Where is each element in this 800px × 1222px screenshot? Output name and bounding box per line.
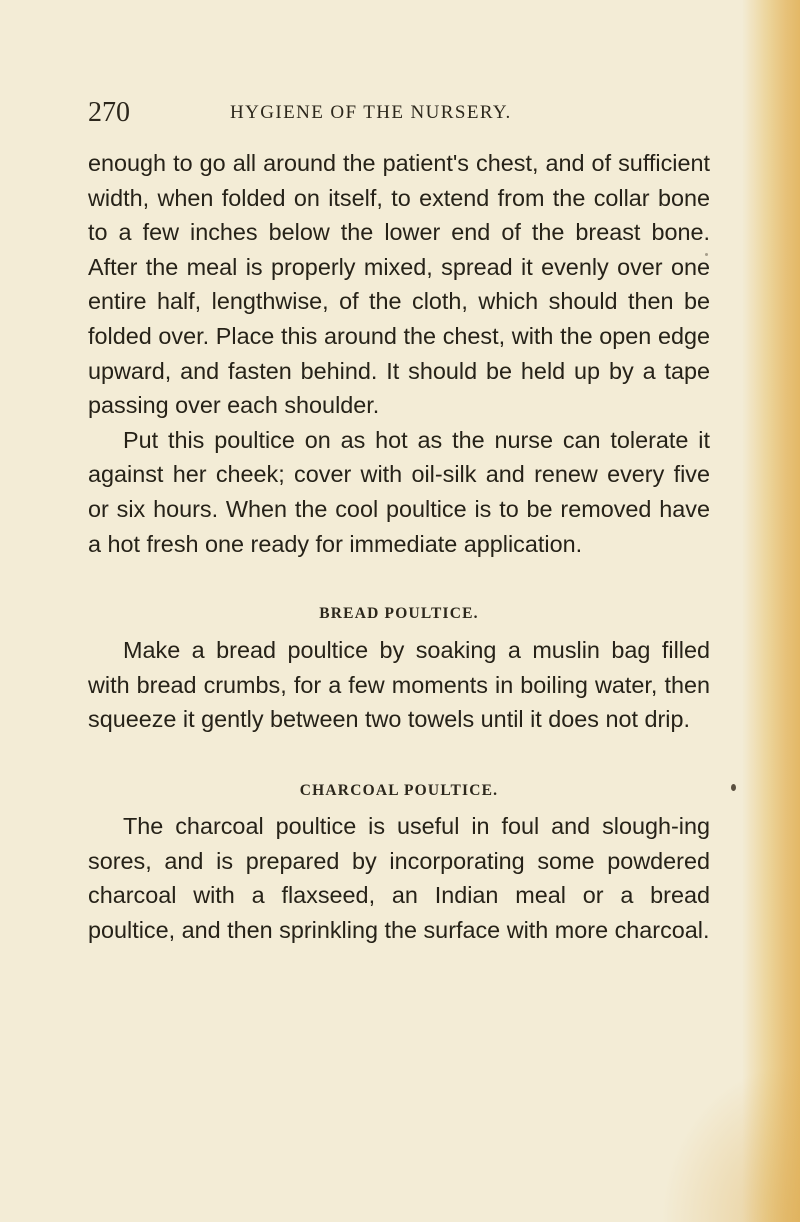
running-head: HYGIENE OF THE NURSERY. <box>230 102 512 123</box>
section-heading-charcoal-poultice: CHARCOAL POULTICE. <box>299 781 499 799</box>
paragraph-application: Put this poultice on as hot as the nurse can tolerate it against her cheek; cover with oil-silk and renew every five or six hours. When the cool poultice is to be removed have a hot fresh one ready for immediate application. <box>88 426 710 557</box>
paragraph-bread-poultice: Make a bread poultice by soaking a muslin bag filled with bread crumbs, for a few moments in boiling water, then squeeze it gently between two towels until it does not drip. <box>88 637 710 733</box>
page-body <box>88 146 710 947</box>
page-header <box>88 96 708 130</box>
paper-speck <box>731 784 736 791</box>
paragraph-continuation: enough to go all around the patient's chest, and of sufficient width, when folded on itself, to extend from the collar bone to a few inches below the lower end of the breast bone. After the meal is properly mixed, spread it evenly over one entire half, lengthwise, of the cloth, which should then be folded over. Place this around the chest, with the open edge upward, and fasten behind. It should be held up by a tape passing over each shoulder. <box>88 150 710 419</box>
paragraph-charcoal-poultice: The charcoal poultice is useful in foul and slough-ing sores, and is prepared by incorporating some powdered charcoal with a flaxseed, an Indian meal or a bread poultice, and then sprinkling the surface with more charcoal. <box>88 812 710 943</box>
page-edge-shading <box>742 0 800 1222</box>
page-corner-shading <box>660 1062 800 1222</box>
page-number: 270 <box>88 97 130 128</box>
section-heading-bread-poultice: BREAD POULTICE. <box>319 605 479 623</box>
